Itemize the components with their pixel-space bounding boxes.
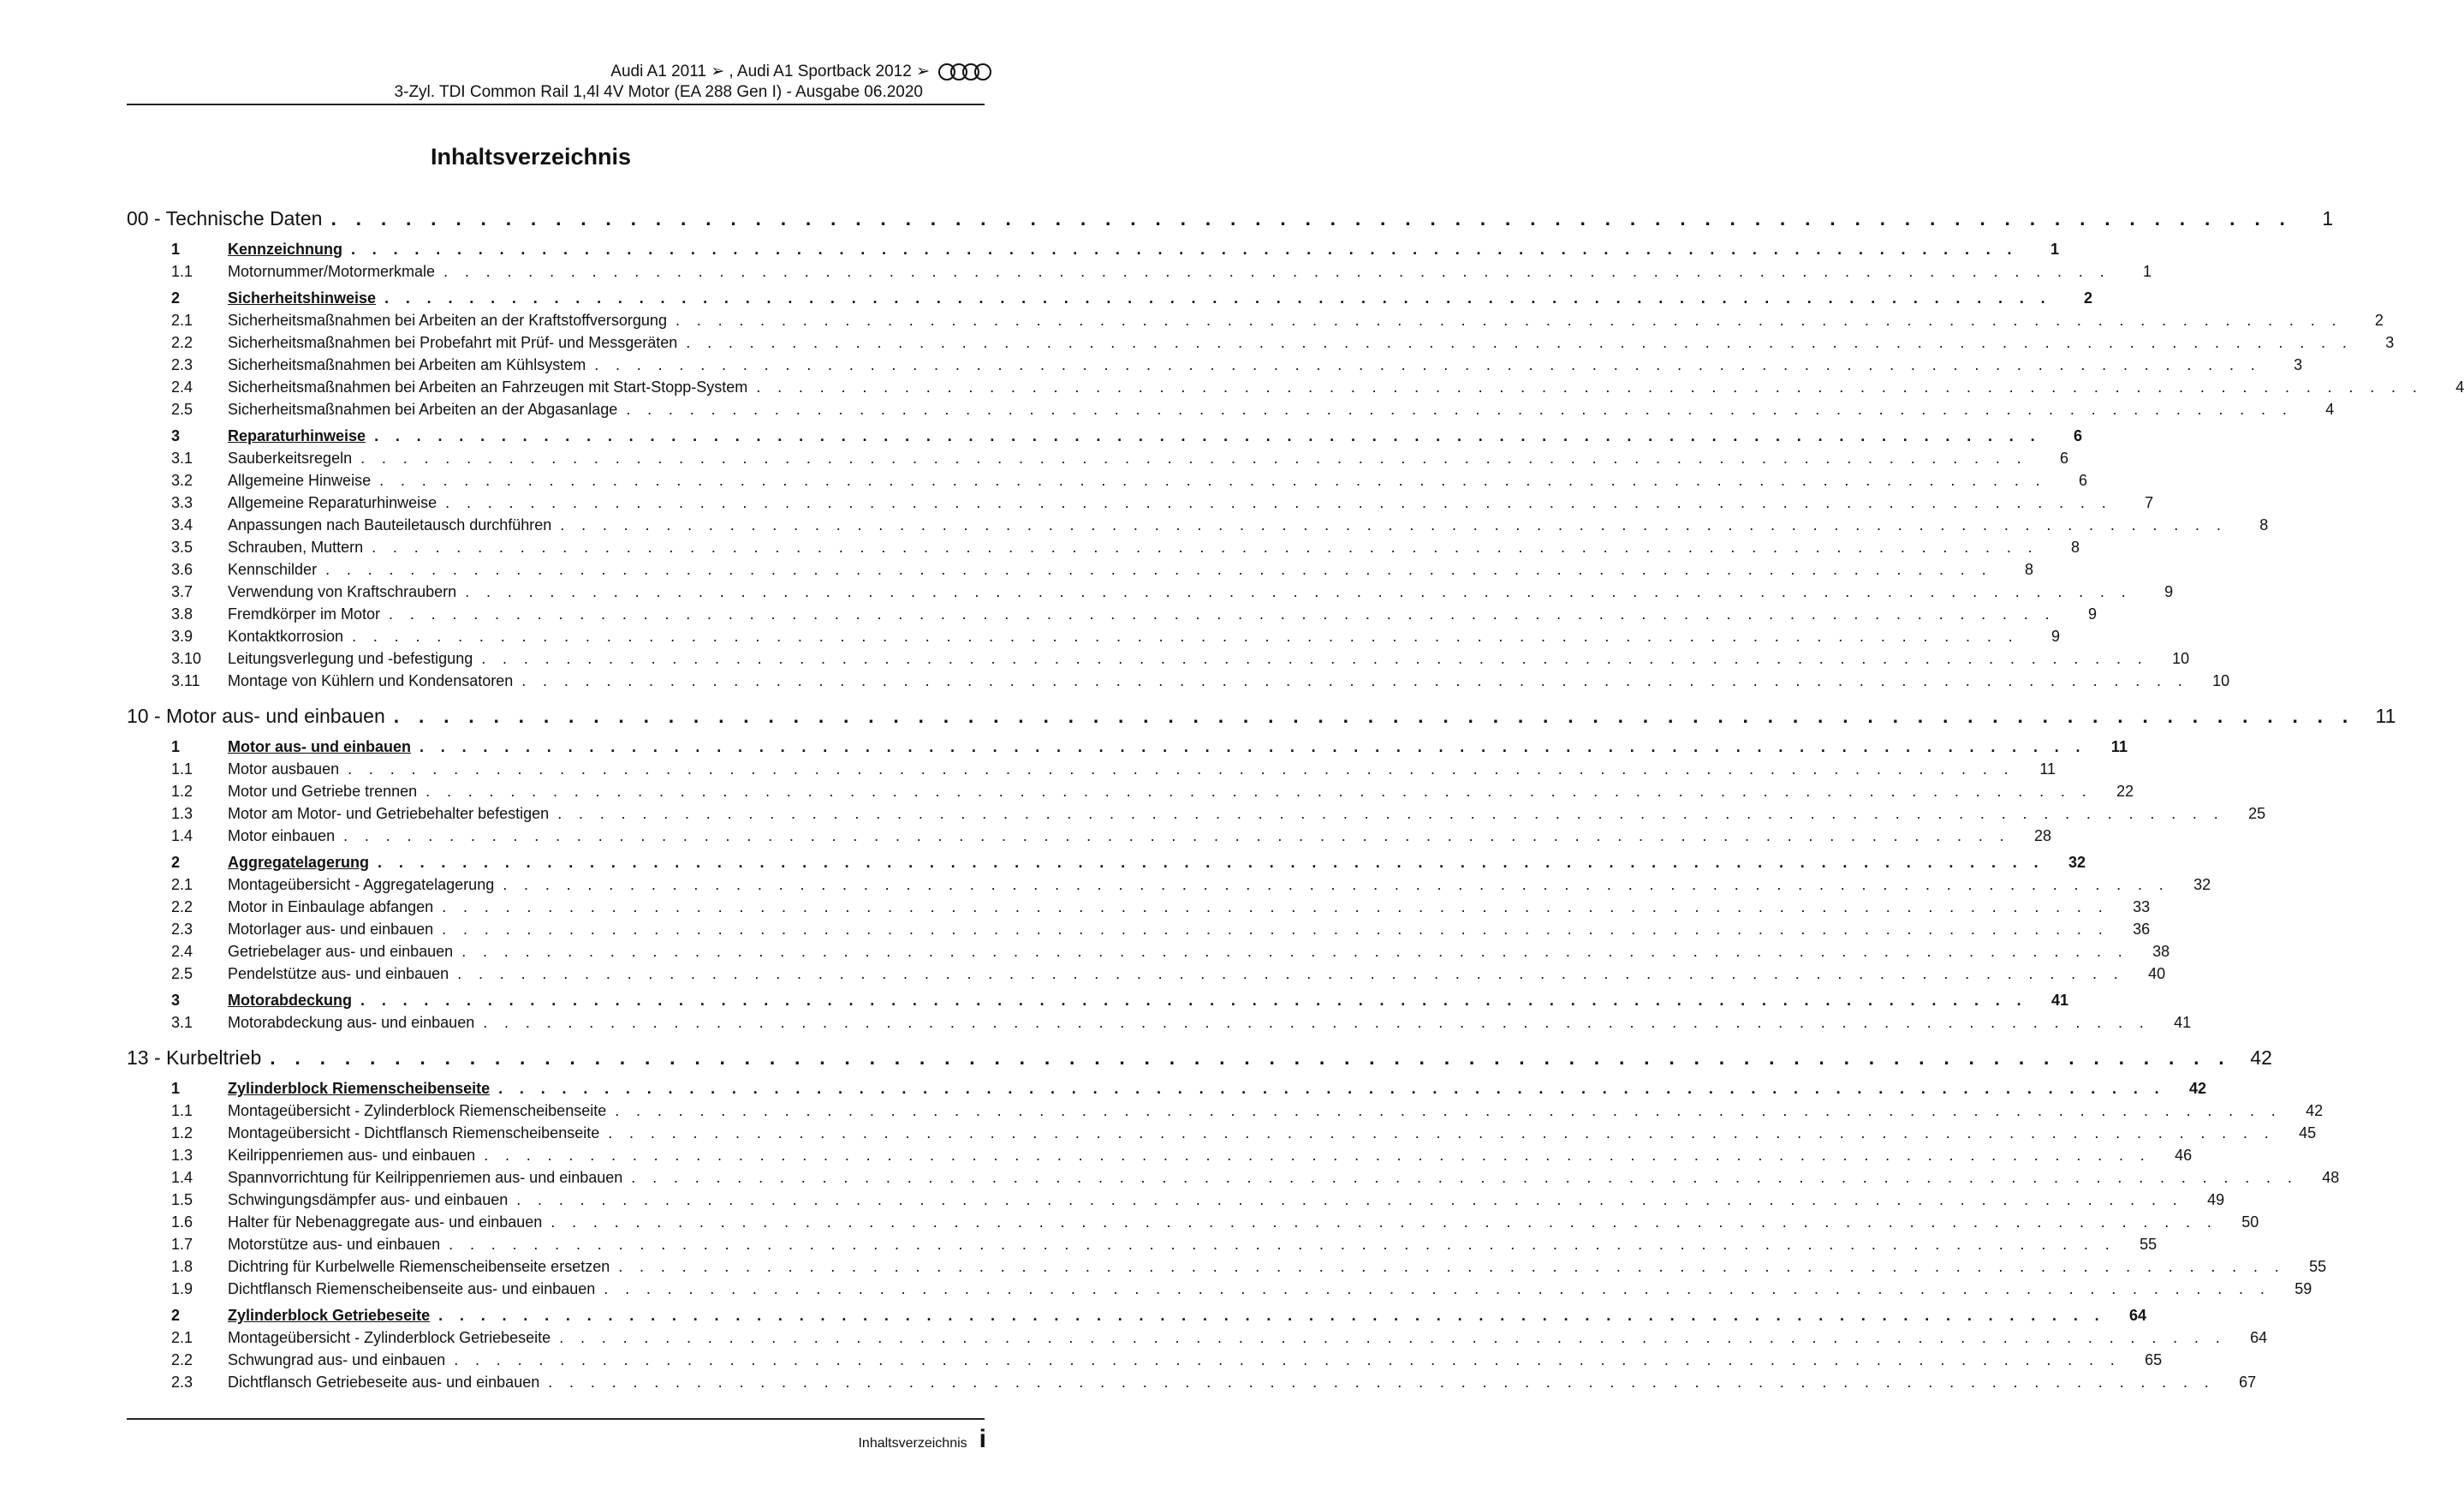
leader-dots: . . . . . . . . . . . . . . . . . . . . . . . . . . . . . . . . . . . . . . . . . . . . . . . . . . . . . . . . . . . . . . . . . . . . . . . . . . . . . . . bbox=[675, 312, 2342, 329]
chapter-page: 42 bbox=[2250, 1046, 2272, 1069]
entry-title: Motornummer/Motormerkmale bbox=[228, 263, 436, 280]
leader-dots: . . . . . . . . . . . . . . . . . . . . . . . . . . . . . . . . . . . . . . . . . . . . . . . . . . . . . . . . . . . . . . . . . . . . . . . . . . . . . . . bbox=[484, 1147, 2152, 1164]
leader-dots: . . . . . . . . . . . . . . . . . . . . . . . . . . . . . . . . . . . . . . . . . . . . . . . . . . . . . . . . . . . . . . . . . . . . . . . . . . . . . . . bbox=[465, 583, 2133, 600]
leader-dots: . . . . . . . . . . . . . . . . . . . . . . . . . . . . . . . . . . . . . . . . . . . . . . . . . . . . . . . . . . . . . . . . . . . . . . . . . . . . . . . bbox=[360, 450, 2028, 467]
leader-dots: . . . . . . . . . . . . . . . . . . . . . . . . . . . . . . . . . . . . . . . . . . . . . . . . . . . . . . . . . . . . . . . . . . . . . . . . . . . . . . . bbox=[372, 539, 2039, 556]
entry-title: Montage von Kühlern und Kondensatoren bbox=[228, 672, 514, 689]
entry-page: 8 bbox=[2025, 561, 2034, 578]
toc-subsection[interactable] bbox=[127, 309, 2384, 331]
entry-page: 64 bbox=[2129, 1307, 2147, 1324]
entry-number: 1.2 bbox=[171, 783, 193, 800]
toc-subsection[interactable] bbox=[127, 780, 2134, 802]
leader-dots: . . . . . . . . . . . . . . . . . . . . . . . . . . . . . . . . . . . . . . . . . . . . . . . . . . . . . . . . . . . . . . . . . . . . . . . . . . . . . . . bbox=[608, 1124, 2276, 1141]
entry-page: 49 bbox=[2207, 1191, 2225, 1208]
entry-title: Kontaktkorrosion bbox=[228, 628, 344, 645]
toc-subsection[interactable] bbox=[127, 398, 2335, 420]
toc-subsection[interactable] bbox=[127, 802, 2266, 825]
entry-title: Halter für Nebenaggregate aus- und einbauen bbox=[228, 1213, 543, 1231]
toc-section[interactable] bbox=[127, 425, 2083, 447]
entry-page: 22 bbox=[2116, 783, 2134, 800]
entry-page: 3 bbox=[2294, 356, 2303, 373]
entry-title: Getriebelager aus- und einbauen bbox=[228, 943, 454, 960]
entry-title: Motorabdeckung bbox=[228, 992, 353, 1009]
entry-title: Montageübersicht - Dichtflansch Riemenscheibenseite bbox=[228, 1124, 600, 1141]
entry-page: 36 bbox=[2133, 921, 2151, 938]
entry-page: 8 bbox=[2071, 539, 2080, 556]
entry-number: 1.4 bbox=[171, 827, 193, 844]
entry-page: 33 bbox=[2133, 898, 2151, 915]
toc-subsection[interactable] bbox=[127, 963, 2166, 985]
entry-page: 67 bbox=[2239, 1374, 2257, 1391]
header-engine-text: 3-Zyl. TDI Common Rail 1,4l 4V Motor (EA 288 Gen I) - Ausgabe 06.2020 bbox=[394, 83, 923, 101]
toc-section[interactable] bbox=[127, 238, 2059, 260]
entry-page: 9 bbox=[2051, 628, 2061, 645]
entry-title: Anpassungen nach Bauteiletausch durchführen bbox=[228, 516, 552, 533]
entry-page: 65 bbox=[2145, 1351, 2163, 1368]
leader-dots: . . . . . . . . . . . . . . . . . . . . . . . . . . . . . . . . . . . . . . . . . . . . . . . . . . . . . . . . . . . . . . . . . . . . . . . . . . . . . . . bbox=[445, 494, 2113, 511]
chapter-title: 13 - Kurbeltrieb bbox=[127, 1046, 262, 1069]
footer-label: Inhaltsverzeichnis bbox=[858, 1436, 967, 1451]
leader-dots: . . . . . . . . . . . . . . . . . . . . . . . . . . . . . . . . . . . . . . . . . . . . . . . . . . . . . . . . . . . . . . . . . . . . . . . . . . . . . . . bbox=[348, 760, 2015, 778]
toc-chapter[interactable] bbox=[127, 203, 2334, 234]
leader-dots: . . . . . . . . . . . . . . . . . . . . . . . . . . . . . . . . . . . . . . . . . . . . . . . . . . . . . . . . . . . . . . . . . . . . . . . . . . . . . . . bbox=[325, 561, 1993, 578]
entry-page: 8 bbox=[2259, 516, 2269, 533]
leader-dots: . . . . . . . . . . . . . . . . . . . . . . . . . . . . . . . . . . . . . . . . . . . . . . . . . . . . . . . . . . . . . . . . . . . . . . . . . . . . . . . bbox=[618, 1258, 2286, 1275]
leader-dots: . . . . . . . . . . . . . . . . . . . . . . . . . . . . . . . . . . . . . . . . . . . . . . . . . . . . . . . . . . . . . . . . . . . . . . . . . . . . . . . bbox=[756, 378, 2424, 396]
entry-page: 40 bbox=[2148, 965, 2166, 982]
toc-section[interactable] bbox=[127, 1077, 2207, 1100]
entry-page: 55 bbox=[2309, 1258, 2327, 1275]
leader-dots: . . . . . . . . . . . . . . . . . . . . . . . . . . . . . . . . . . . . . . . . . . . . . . . . . . . . . . . . . . . . . . . . . . . . . . . . . . . . . . . bbox=[374, 427, 2042, 444]
entry-number: 2.3 bbox=[171, 921, 193, 938]
entry-title: Dichtring für Kurbelwelle Riemenscheibenseite ersetzen bbox=[228, 1258, 610, 1275]
toc-subsection[interactable] bbox=[127, 1278, 2312, 1300]
toc-section[interactable] bbox=[127, 1304, 2147, 1326]
leader-dots: . . . . . . . . . . . . . . . . . . . . . . . . . . . . . . . . . . . . . . . . . . . . . . . . . . . . . . . . . . . . . . . . . . . . . . . . . . . . . . . bbox=[481, 650, 2149, 667]
chapter-page: 11 bbox=[2375, 705, 2396, 727]
entry-page: 25 bbox=[2248, 805, 2266, 822]
entry-number: 2.4 bbox=[171, 943, 193, 960]
chapter-title: 10 - Motor aus- und einbauen bbox=[127, 705, 385, 727]
entry-number: 3 bbox=[171, 992, 181, 1009]
entry-title: Schwingungsdämpfer aus- und einbauen bbox=[228, 1191, 509, 1208]
entry-page: 32 bbox=[2068, 854, 2086, 871]
leader-dots: . . . . . . . . . . . . . . . . . . . . . . . . . . . . . . . . . . . . . . . . . . . . . . . . . . . . . . . . . . . . . . . . . . . . . . . . . . . . . . . bbox=[330, 207, 2293, 229]
entry-page: 41 bbox=[2050, 992, 2068, 1009]
entry-title: Aggregatelagerung bbox=[228, 854, 370, 871]
entry-number: 3.4 bbox=[171, 516, 193, 533]
toc-subsection[interactable] bbox=[127, 670, 2230, 692]
entry-title: Montageübersicht - Zylinderblock Riemenscheibenseite bbox=[228, 1102, 607, 1119]
leader-dots: . . . . . . . . . . . . . . . . . . . . . . . . . . . . . . . . . . . . . . . . . . . . . . . . . . . . . . . . . . . . . . . . . . . . . . . . . . . . . . . bbox=[594, 356, 2262, 373]
entry-number: 3.6 bbox=[171, 561, 193, 578]
toc-subsection[interactable] bbox=[127, 918, 2151, 940]
leader-dots: . . . . . . . . . . . . . . . . . . . . . . . . . . . . . . . . . . . . . . . . . . . . . . . . . . . . . . . . . . . . . . . . . . . . . . . . . . . . . . . bbox=[379, 472, 2047, 489]
toc-subsection[interactable] bbox=[127, 514, 2269, 536]
leader-dots: . . . . . . . . . . . . . . . . . . . . . . . . . . . . . . . . . . . . . . . . . . . . . . . . . . . . . . . . . . . . . . . . . . . . . . . . . . . . . . . bbox=[378, 854, 2044, 871]
leader-dots: . . . . . . . . . . . . . . . . . . . . . . . . . . . . . . . . . . . . . . . . . . . . . . . . . . . . . . . . . . . . . . . . . . . . . . . . . . . . . . . bbox=[559, 1329, 2227, 1346]
entry-page: 32 bbox=[2193, 876, 2211, 893]
toc-subsection[interactable] bbox=[127, 647, 2190, 670]
entry-title: Montageübersicht - Aggregatelagerung bbox=[228, 876, 495, 893]
entry-number: 1.5 bbox=[171, 1191, 193, 1208]
entry-number: 3.11 bbox=[171, 672, 200, 689]
chapter-title: 00 - Technische Daten bbox=[127, 207, 323, 229]
entry-number: 1.2 bbox=[171, 1124, 193, 1141]
entry-page: 50 bbox=[2241, 1213, 2259, 1231]
entry-number: 3.8 bbox=[171, 605, 193, 623]
leader-dots: . . . . . . . . . . . . . . . . . . . . . . . . . . . . . . . . . . . . . . . . . . . . . . . . . . . . . . . . . . . . . . . . . . . . . . . . . . . . . . . bbox=[626, 401, 2294, 418]
entry-page: 46 bbox=[2175, 1147, 2193, 1164]
entry-page: 2 bbox=[2374, 312, 2384, 329]
leader-dots: . . . . . . . . . . . . . . . . . . . . . . . . . . . . . . . . . . . . . . . . . . . . . . . . . . . . . . . . . . . . . . . . . . . . . . . . . . . . . . . bbox=[442, 921, 2110, 938]
toc-section[interactable] bbox=[127, 989, 2068, 1011]
toc-subsection[interactable] bbox=[127, 354, 2303, 376]
entry-title: Kennzeichnung bbox=[228, 241, 342, 258]
entry-number: 1.1 bbox=[171, 760, 193, 778]
entry-page: 3 bbox=[2385, 334, 2395, 351]
entry-number: 3.9 bbox=[171, 628, 193, 645]
entry-title: Motor einbauen bbox=[228, 827, 336, 844]
entry-number: 1.3 bbox=[171, 805, 193, 822]
leader-dots: . . . . . . . . . . . . . . . . . . . . . . . . . . . . . . . . . . . . . . . . . . . . . . . . . . . . . . . . . . . . . . . . . . . . . . . . . . . . . . . bbox=[384, 289, 2052, 307]
entry-number: 1 bbox=[171, 241, 181, 258]
leader-dots: . . . . . . . . . . . . . . . . . . . . . . . . . . . . . . . . . . . . . . . . . . . . . . . . . . . . . . . . . . . . . . . . . . . . . . . . . . . . . . . bbox=[503, 876, 2170, 893]
entry-title: Sicherheitsmaßnahmen bei Arbeiten an der Abgasanlage bbox=[228, 401, 618, 418]
entry-title: Motor und Getriebe trennen bbox=[228, 783, 418, 800]
entry-number: 2.4 bbox=[171, 378, 193, 396]
leader-dots: . . . . . . . . . . . . . . . . . . . . . . . . . . . . . . . . . . . . . . . . . . . . . . . . . . . . . . . . . . . . . . . . . . . . . . . . . . . . . . . bbox=[498, 1080, 2166, 1097]
entry-title: Dichtflansch Riemenscheibenseite aus- und einbauen bbox=[228, 1280, 596, 1297]
entry-title: Montageübersicht - Zylinderblock Getriebeseite bbox=[228, 1329, 551, 1346]
toc-subsection[interactable] bbox=[127, 536, 2080, 558]
toc-subsection[interactable] bbox=[127, 1211, 2259, 1233]
toc-subsection[interactable] bbox=[127, 873, 2211, 896]
entry-title: Kennschilder bbox=[228, 561, 318, 578]
entry-page: 11 bbox=[2039, 760, 2056, 778]
entry-number: 3.1 bbox=[171, 1014, 193, 1031]
toc-subsection[interactable] bbox=[127, 1144, 2193, 1166]
entry-number: 3.2 bbox=[171, 472, 193, 489]
entry-page: 45 bbox=[2299, 1124, 2317, 1141]
entry-number: 2.5 bbox=[171, 965, 193, 982]
leader-dots: . . . . . . . . . . . . . . . . . . . . . . . . . . . . . . . . . . . . . . . . . . . . . . . . . . . . . . . . . . . . . . . . . . . . . . . . . . . . . . . bbox=[393, 705, 2355, 727]
entry-number: 3.10 bbox=[171, 650, 202, 667]
entry-page: 1 bbox=[2143, 263, 2152, 280]
entry-number: 1.4 bbox=[171, 1169, 193, 1186]
entry-number: 2.2 bbox=[171, 334, 193, 351]
leader-dots: . . . . . . . . . . . . . . . . . . . . . . . . . . . . . . . . . . . . . . . . . . . . . . . . . . . . . . . . . . . . . . . . . . . . . . . . . . . . . . . bbox=[360, 992, 2027, 1009]
toc-subsection[interactable] bbox=[127, 492, 2154, 514]
entry-title: Schrauben, Muttern bbox=[228, 539, 364, 556]
entry-number: 3.1 bbox=[171, 450, 193, 467]
entry-page: 59 bbox=[2294, 1280, 2312, 1297]
chapter-spacer bbox=[127, 692, 987, 700]
entry-title: Sicherheitsmaßnahmen bei Arbeiten an Fahrzeugen mit Start-Stopp-System bbox=[228, 378, 748, 396]
entry-number: 1.9 bbox=[171, 1280, 193, 1297]
entry-page: 10 bbox=[2172, 650, 2190, 667]
leader-dots: . . . . . . . . . . . . . . . . . . . . . . . . . . . . . . . . . . . . . . . . . . . . . . . . . . . . . . . . . . . . . . . . . . . . . . . . . . . . . . . bbox=[420, 738, 2086, 755]
toc-chapter[interactable] bbox=[127, 1042, 2272, 1073]
entry-page: 28 bbox=[2034, 827, 2052, 844]
entry-page: 4 bbox=[2325, 401, 2335, 418]
entry-page: 42 bbox=[2306, 1102, 2324, 1119]
entry-page: 2 bbox=[2084, 289, 2093, 307]
leader-dots: . . . . . . . . . . . . . . . . . . . . . . . . . . . . . . . . . . . . . . . . . . . . . . . . . . . . . . . . . . . . . . . . . . . . . . . . . . . . . . . bbox=[351, 241, 2018, 258]
entry-number: 3.7 bbox=[171, 583, 193, 600]
entry-page: 11 bbox=[2110, 738, 2128, 755]
entry-title: Fremdkörper im Motor bbox=[228, 605, 381, 623]
entry-number: 2.1 bbox=[171, 876, 193, 893]
entry-title: Sauberkeitsregeln bbox=[228, 450, 353, 467]
toc-subsection[interactable] bbox=[127, 1011, 2192, 1034]
entry-page: 48 bbox=[2322, 1169, 2340, 1186]
toc-subsection[interactable] bbox=[127, 1122, 2317, 1144]
header-vehicle-text: Audi A1 2011 ➢ , Audi A1 Sportback 2012 ➢ bbox=[610, 63, 930, 80]
footer-page-number: i bbox=[979, 1425, 986, 1453]
toc-subsection[interactable] bbox=[127, 603, 2097, 625]
entry-title: Motor aus- und einbauen bbox=[228, 738, 411, 755]
page-header bbox=[395, 62, 993, 103]
page-title: Inhaltsverzeichnis bbox=[430, 144, 632, 170]
entry-page: 6 bbox=[2079, 472, 2088, 489]
leader-dots: . . . . . . . . . . . . . . . . . . . . . . . . . . . . . . . . . . . . . . . . . . . . . . . . . . . . . . . . . . . . . . . . . . . . . . . . . . . . . . . bbox=[631, 1169, 2299, 1186]
leader-dots: . . . . . . . . . . . . . . . . . . . . . . . . . . . . . . . . . . . . . . . . . . . . . . . . . . . . . . . . . . . . . . . . . . . . . . . . . . . . . . . bbox=[521, 672, 2189, 689]
toc-subsection[interactable] bbox=[127, 1255, 2327, 1278]
toc-section[interactable] bbox=[127, 287, 2093, 309]
leader-dots: . . . . . . . . . . . . . . . . . . . . . . . . . . . . . . . . . . . . . . . . . . . . . . . . . . . . . . . . . . . . . . . . . . . . . . . . . . . . . . . bbox=[454, 1351, 2122, 1368]
toc-subsection[interactable] bbox=[127, 758, 2056, 780]
leader-dots: . . . . . . . . . . . . . . . . . . . . . . . . . . . . . . . . . . . . . . . . . . . . . . . . . . . . . . . . . . . . . . . . . . . . . . . . . . . . . . . bbox=[551, 1213, 2218, 1231]
leader-dots: . . . . . . . . . . . . . . . . . . . . . . . . . . . . . . . . . . . . . . . . . . . . . . . . . . . . . . . . . . . . . . . . . . . . . . . . . . . . . . . bbox=[560, 516, 2228, 533]
toc-subsection[interactable] bbox=[127, 1233, 2157, 1255]
header-rule bbox=[127, 104, 985, 105]
leader-dots: . . . . . . . . . . . . . . . . . . . . . . . . . . . . . . . . . . . . . . . . . . . . . . . . . . . . . . . . . . . . . . . . . . . . . . . . . . . . . . . bbox=[352, 628, 2020, 645]
entry-number: 1.8 bbox=[171, 1258, 193, 1275]
entry-page: 1 bbox=[2050, 241, 2059, 258]
entry-title: Motorstütze aus- und einbauen bbox=[228, 1236, 441, 1253]
entry-number: 2.2 bbox=[171, 1351, 193, 1368]
leader-dots: . . . . . . . . . . . . . . . . . . . . . . . . . . . . . . . . . . . . . . . . . . . . . . . . . . . . . . . . . . . . . . . . . . . . . . . . . . . . . . . bbox=[461, 943, 2129, 960]
leader-dots: . . . . . . . . . . . . . . . . . . . . . . . . . . . . . . . . . . . . . . . . . . . . . . . . . . . . . . . . . . . . . . . . . . . . . . . . . . . . . . . bbox=[604, 1280, 2271, 1297]
entry-number: 2.3 bbox=[171, 356, 193, 373]
entry-number: 2 bbox=[171, 1307, 181, 1324]
entry-title: Sicherheitshinweise bbox=[228, 289, 377, 307]
entry-number: 2.5 bbox=[171, 401, 193, 418]
leader-dots: . . . . . . . . . . . . . . . . . . . . . . . . . . . . . . . . . . . . . . . . . . . . . . . . . . . . . . . . . . . . . . . . . . . . . . . . . . . . . . . bbox=[426, 783, 2093, 800]
leader-dots: . . . . . . . . . . . . . . . . . . . . . . . . . . . . . . . . . . . . . . . . . . . . . . . . . . . . . . . . . . . . . . . . . . . . . . . . . . . . . . . bbox=[449, 1236, 2116, 1253]
entry-number: 3.3 bbox=[171, 494, 193, 511]
entry-title: Verwendung von Kraftschraubern bbox=[228, 583, 457, 600]
leader-dots: . . . . . . . . . . . . . . . . . . . . . . . . . . . . . . . . . . . . . . . . . . . . . . . . . . . . . . . . . . . . . . . . . . . . . . . . . . . . . . . bbox=[442, 898, 2110, 915]
entry-number: 1.1 bbox=[171, 1102, 193, 1119]
entry-title: Spannvorrichtung für Keilrippenriemen aus- und einbauen bbox=[228, 1169, 623, 1186]
toc-subsection[interactable] bbox=[127, 1371, 2257, 1393]
toc-subsection[interactable] bbox=[127, 1326, 2268, 1349]
toc-chapter[interactable] bbox=[127, 700, 2396, 731]
entry-title: Leitungsverlegung und -befestigung bbox=[228, 650, 473, 667]
entry-title: Zylinderblock Getriebeseite bbox=[228, 1307, 431, 1324]
toc-section[interactable] bbox=[127, 736, 2128, 758]
entry-number: 1.6 bbox=[171, 1213, 193, 1231]
entry-page: 6 bbox=[2060, 450, 2069, 467]
toc-subsection[interactable] bbox=[127, 896, 2151, 918]
leader-dots: . . . . . . . . . . . . . . . . . . . . . . . . . . . . . . . . . . . . . . . . . . . . . . . . . . . . . . . . . . . . . . . . . . . . . . . . . . . . . . . bbox=[443, 263, 2111, 280]
entry-page: 41 bbox=[2174, 1014, 2192, 1031]
entry-number: 1.7 bbox=[171, 1236, 193, 1253]
toc-subsection[interactable] bbox=[127, 469, 2088, 492]
leader-dots: . . . . . . . . . . . . . . . . . . . . . . . . . . . . . . . . . . . . . . . . . . . . . . . . . . . . . . . . . . . . . . . . . . . . . . . . . . . . . . . bbox=[270, 1046, 2231, 1069]
toc-subsection[interactable] bbox=[127, 260, 2152, 283]
entry-number: 3.5 bbox=[171, 539, 193, 556]
entry-title: Reparaturhinweise bbox=[228, 427, 366, 444]
entry-title: Allgemeine Hinweise bbox=[228, 472, 372, 489]
toc-subsection[interactable] bbox=[127, 825, 2052, 847]
entry-page: 55 bbox=[2140, 1236, 2157, 1253]
leader-dots: . . . . . . . . . . . . . . . . . . . . . . . . . . . . . . . . . . . . . . . . . . . . . . . . . . . . . . . . . . . . . . . . . . . . . . . . . . . . . . . bbox=[457, 965, 2125, 982]
entry-page: 9 bbox=[2164, 583, 2174, 600]
leader-dots: . . . . . . . . . . . . . . . . . . . . . . . . . . . . . . . . . . . . . . . . . . . . . . . . . . . . . . . . . . . . . . . . . . . . . . . . . . . . . . . bbox=[557, 805, 2225, 822]
entry-number: 1.3 bbox=[171, 1147, 193, 1164]
toc-subsection[interactable] bbox=[127, 447, 2069, 469]
leader-dots: . . . . . . . . . . . . . . . . . . . . . . . . . . . . . . . . . . . . . . . . . . . . . . . . . . . . . . . . . . . . . . . . . . . . . . . . . . . . . . . bbox=[615, 1102, 2282, 1119]
page-footer bbox=[858, 1425, 986, 1454]
chapter-spacer bbox=[127, 1034, 987, 1042]
entry-page: 4 bbox=[2455, 378, 2464, 396]
entry-page: 64 bbox=[2250, 1329, 2268, 1346]
entry-page: 42 bbox=[2189, 1080, 2207, 1097]
chapter-page: 1 bbox=[2322, 207, 2334, 229]
entry-number: 2.1 bbox=[171, 1329, 193, 1346]
leader-dots: . . . . . . . . . . . . . . . . . . . . . . . . . . . . . . . . . . . . . . . . . . . . . . . . . . . . . . . . . . . . . . . . . . . . . . . . . . . . . . . bbox=[438, 1307, 2106, 1324]
entry-number: 1 bbox=[171, 738, 181, 755]
leader-dots: . . . . . . . . . . . . . . . . . . . . . . . . . . . . . . . . . . . . . . . . . . . . . . . . . . . . . . . . . . . . . . . . . . . . . . . . . . . . . . . bbox=[389, 605, 2056, 623]
entry-title: Sicherheitsmaßnahmen bei Arbeiten an der Kraftstoffversorgung bbox=[228, 312, 667, 329]
audi-rings-icon bbox=[938, 62, 993, 82]
leader-dots: . . . . . . . . . . . . . . . . . . . . . . . . . . . . . . . . . . . . . . . . . . . . . . . . . . . . . . . . . . . . . . . . . . . . . . . . . . . . . . . bbox=[516, 1191, 2184, 1208]
entry-title: Allgemeine Reparaturhinweise bbox=[228, 494, 437, 511]
entry-number: 1 bbox=[171, 1080, 181, 1097]
entry-title: Sicherheitsmaßnahmen bei Arbeiten am Kühlsystem bbox=[228, 356, 586, 373]
entry-page: 10 bbox=[2212, 672, 2230, 689]
toc-subsection[interactable] bbox=[127, 581, 2174, 603]
entry-title: Motor ausbauen bbox=[228, 760, 340, 778]
toc-subsection[interactable] bbox=[127, 1189, 2225, 1211]
entry-page: 38 bbox=[2152, 943, 2170, 960]
toc-subsection[interactable] bbox=[127, 558, 2034, 581]
entry-page: 7 bbox=[2145, 494, 2154, 511]
toc-subsection[interactable] bbox=[127, 1166, 2340, 1189]
header-line-1 bbox=[395, 62, 993, 82]
entry-number: 2.2 bbox=[171, 898, 193, 915]
entry-number: 1.1 bbox=[171, 263, 193, 280]
table-of-contents bbox=[127, 203, 2464, 1393]
entry-page: 6 bbox=[2074, 427, 2083, 444]
leader-dots: . . . . . . . . . . . . . . . . . . . . . . . . . . . . . . . . . . . . . . . . . . . . . . . . . . . . . . . . . . . . . . . . . . . . . . . . . . . . . . . bbox=[548, 1374, 2216, 1391]
leader-dots: . . . . . . . . . . . . . . . . . . . . . . . . . . . . . . . . . . . . . . . . . . . . . . . . . . . . . . . . . . . . . . . . . . . . . . . . . . . . . . . bbox=[483, 1014, 2151, 1031]
entry-number: 3 bbox=[171, 427, 181, 444]
entry-title: Zylinderblock Riemenscheibenseite bbox=[228, 1080, 491, 1097]
entry-number: 2 bbox=[171, 289, 181, 307]
entry-title: Sicherheitsmaßnahmen bei Probefahrt mit Prüf- und Messgeräten bbox=[228, 334, 678, 351]
entry-title: Pendelstütze aus- und einbauen bbox=[228, 965, 449, 982]
leader-dots: . . . . . . . . . . . . . . . . . . . . . . . . . . . . . . . . . . . . . . . . . . . . . . . . . . . . . . . . . . . . . . . . . . . . . . . . . . . . . . . bbox=[686, 334, 2354, 351]
toc-subsection[interactable] bbox=[127, 940, 2170, 963]
leader-dots: . . . . . . . . . . . . . . . . . . . . . . . . . . . . . . . . . . . . . . . . . . . . . . . . . . . . . . . . . . . . . . . . . . . . . . . . . . . . . . . bbox=[343, 827, 2011, 844]
toc-subsection[interactable] bbox=[127, 1349, 2163, 1371]
toc-subsection[interactable] bbox=[127, 331, 2395, 354]
entry-title: Motorlager aus- und einbauen bbox=[228, 921, 434, 938]
footer-rule bbox=[127, 1418, 985, 1420]
toc-subsection[interactable] bbox=[127, 1100, 2324, 1122]
entry-number: 2 bbox=[171, 854, 181, 871]
entry-title: Motor am Motor- und Getriebehalter befestigen bbox=[228, 805, 550, 822]
entry-page: 9 bbox=[2087, 605, 2097, 623]
entry-title: Schwungrad aus- und einbauen bbox=[228, 1351, 446, 1368]
entry-number: 2.3 bbox=[171, 1374, 193, 1391]
entry-number: 2.1 bbox=[171, 312, 193, 329]
toc-subsection[interactable] bbox=[127, 376, 2464, 398]
entry-title: Keilrippenriemen aus- und einbauen bbox=[228, 1147, 476, 1164]
entry-title: Motorabdeckung aus- und einbauen bbox=[228, 1014, 475, 1031]
toc-section[interactable] bbox=[127, 851, 2086, 873]
entry-title: Dichtflansch Getriebeseite aus- und einbauen bbox=[228, 1374, 540, 1391]
entry-title: Motor in Einbaulage abfangen bbox=[228, 898, 434, 915]
toc-subsection[interactable] bbox=[127, 625, 2061, 647]
